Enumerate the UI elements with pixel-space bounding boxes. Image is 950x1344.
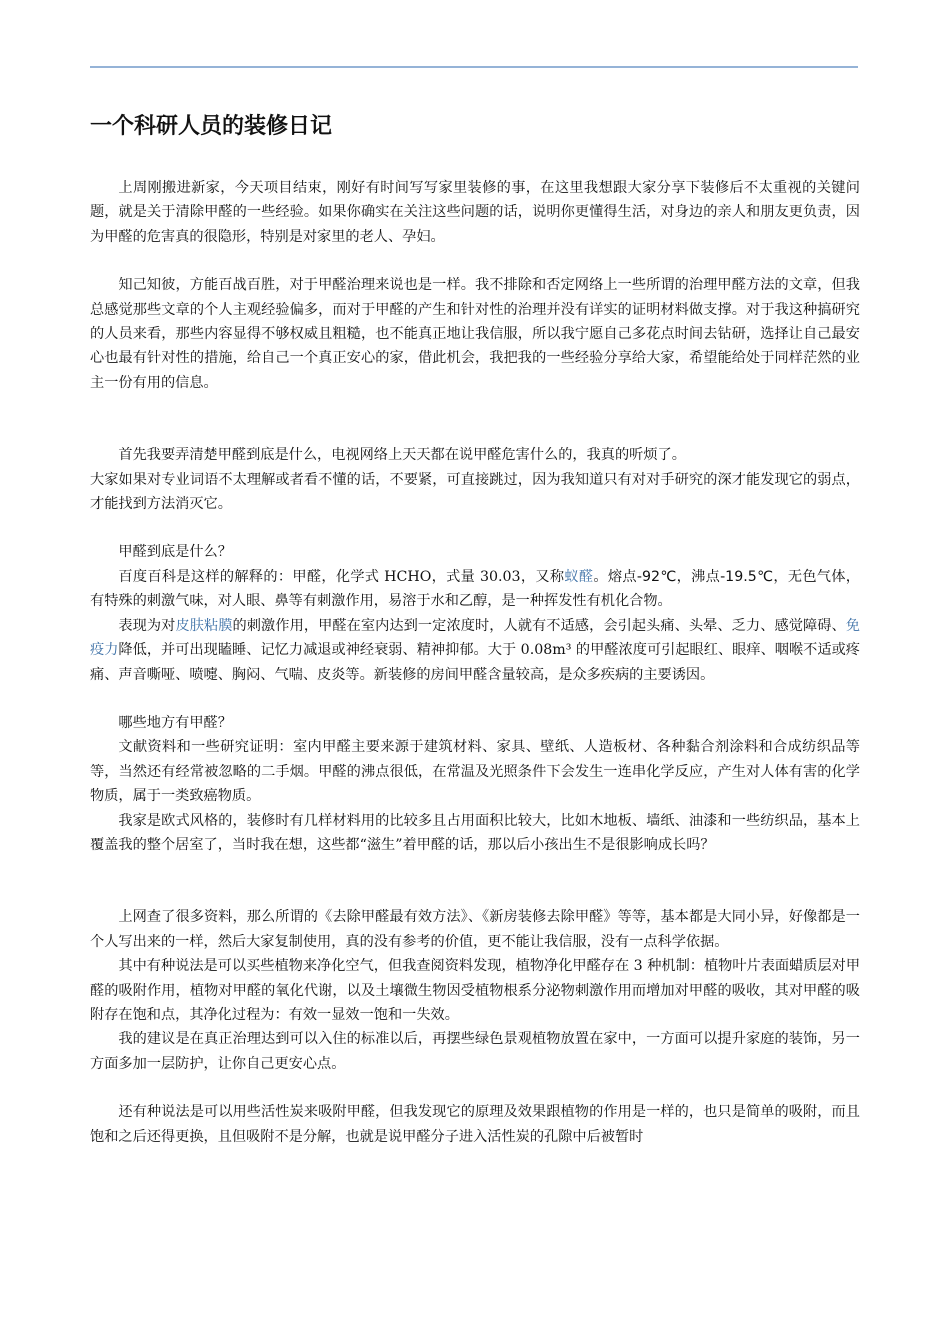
header-rule	[90, 66, 858, 68]
paragraph: 文献资料和一些研究证明：室内甲醛主要来源于建筑材料、家具、壁纸、人造板材、各种黏合剂涂料和合成纺织品等等，当然还有经常被忽略的二手烟。甲醛的沸点很低，在常温及光照条件下会发生一连串化学反应，产生对人体有害的化学物质，属于一类致癌物质。	[90, 739, 860, 805]
article-body	[90, 150, 860, 1149]
section-heading: 哪些地方有甲醛？	[118, 714, 232, 731]
paragraph: 首先我要弄清楚甲醛到底是什么，电视网络上天天都在说甲醛危害什么的，我真的听烦了。	[118, 447, 686, 464]
paragraph: 上网查了很多资料，那么所谓的《去除甲醛最有效方法》、《新房装修去除甲醛》等等，基本都是大同小异，好像都是一个人写出来的一样，然后大家复制使用，真的没有参考的价值，更不能让我信服，没有一点科学依据。	[90, 909, 860, 950]
section-heading: 甲醛到底是什么？	[118, 544, 232, 561]
page-title: 一个科研人员的装修日记	[90, 114, 333, 139]
paragraph: 其中有种说法是可以买些植物来净化空气，但我查阅资料发现，植物净化甲醛存在 3 种机制：植物叶片表面蜡质层对甲醛的吸附作用，植物对甲醛的氧化代谢，以及土壤微生物因受植物根系分泌物刺激作用而增加对甲醛的吸收，其对甲醛的吸附存在饱和点，其净化过程为：有效一显效一饱和一失效。	[90, 958, 861, 1023]
paragraph: 还有种说法是可以用些活性炭来吸附甲醛，但我发现它的原理及效果跟植物的作用是一样的，也只是简单的吸附，而且饱和之后还得更换，且但吸附不是分解，也就是说甲醛分子进入活性炭的孔隙中后被暂时	[90, 1104, 860, 1145]
link-immunity[interactable]: 免疫力	[90, 617, 860, 659]
paragraph: 我家是欧式风格的，装修时有几样材料用的比较多且占用面积比较大，比如木地板、墙纸、油漆和一些纺织品，基本上覆盖我的整个居室了，当时我在想，这些都“滋生”着甲醛的话，那以后小孩出生不是很影响成长吗？	[90, 812, 860, 853]
paragraph: 百度百科是这样的解释的：甲醛，化学式 HCHO，式量 30.03，又称蚁醛。熔点-92℃，沸点-19.5℃，无色气体，有特殊的刺激气味，对人眼、鼻等有刺激作用，易溶于水和乙醇，是一种挥发性有机化合物。	[90, 568, 860, 610]
paragraph: 大家如果对专业词语不太理解或者看不懂的话，不要紧，可直接跳过，因为我知道只有对对手研究的深才能发现它的弱点，才能找到方法消灭它。	[90, 471, 860, 513]
paragraph: 表现为对皮肤粘膜的刺激作用，甲醛在室内达到一定浓度时，人就有不适感，会引起头痛、头晕、乏力、感觉障碍、免疫力降低，并可出现瞌睡、记忆力减退或神经衰弱、精神抑郁。大于 0.08m³ 的甲醛浓度可引起眼红、眼痒、咽喉不适或疼痛、声音嘶哑、喷嚏、胸闷、气喘、皮炎等。新装修的房间甲醛含量较高，是众多疾病的主要诱因。	[90, 617, 860, 683]
link-skin-mucosa[interactable]: 皮肤粘膜	[175, 617, 233, 634]
paragraph: 知己知彼，方能百战百胜，对于甲醛治理来说也是一样。我不排除和否定网络上一些所谓的治理甲醛方法的文章，但我总感觉那些文章的个人主观经验偏多，而对于甲醛的产生和针对性的治理并没有详实的证明材料做支撑。对于我这种搞研究的人员来看，那些内容显得不够权威且粗糙，也不能真正地让我信服，所以我宁愿自己多花点时间去钻研，选择让自己最安心也最有针对性的措施，给自己一个真正安心的家，借此机会，我把我的一些经验分享给大家，希望能给处于同样茫然的业主一份有用的信息。	[90, 277, 860, 391]
paragraph: 我的建议是在真正治理达到可以入住的标准以后，再摆些绿色景观植物放置在家中，一方面可以提升家庭的装饰，另一方面多加一层防护，让你自己更安心点。	[90, 1031, 860, 1072]
paragraph: 上周刚搬进新家，今天项目结束，刚好有时间写写家里装修的事，在这里我想跟大家分享下装修后不太重视的关键问题，就是关于清除甲醛的一些经验。如果你确实在关注这些问题的话，说明你更懂得生活，对身边的亲人和朋友更负责，因为甲醛的危害真的很隐形，特别是对家里的老人、孕妇。	[90, 180, 860, 245]
link-formaldehyde[interactable]: 蚁醛	[564, 568, 594, 585]
